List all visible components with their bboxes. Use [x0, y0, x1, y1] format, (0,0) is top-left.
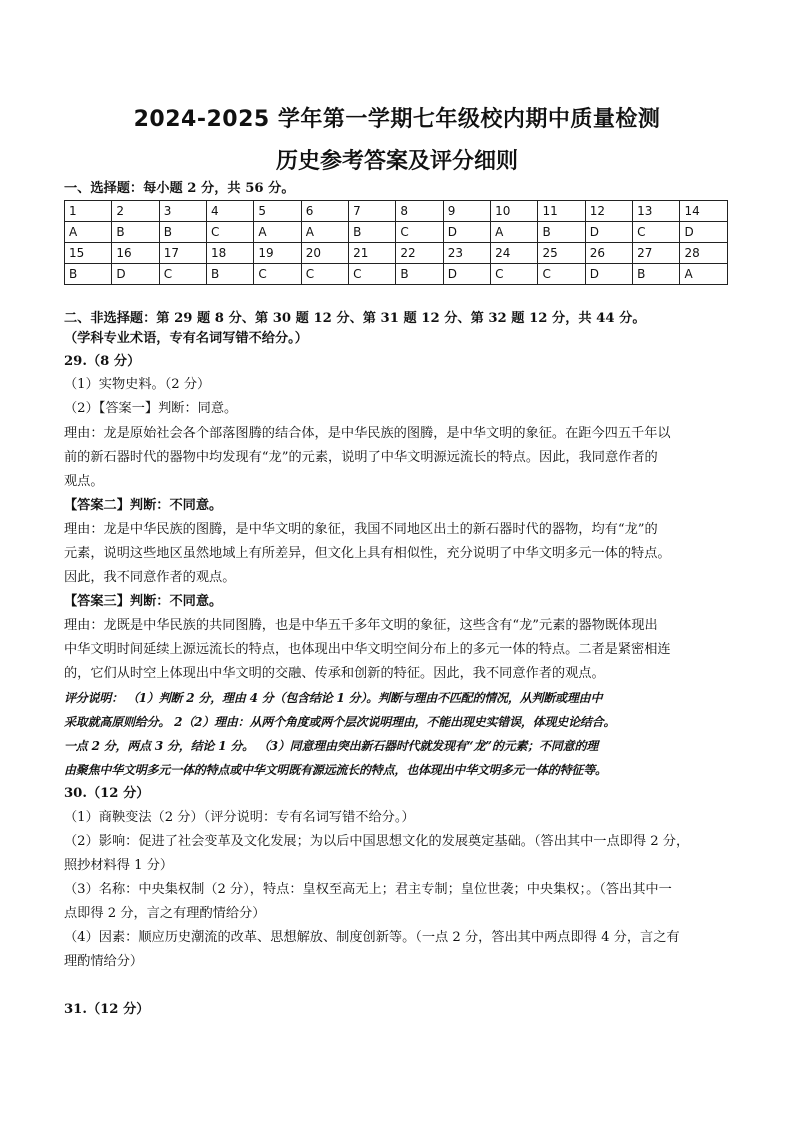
q29-answer1-text: 前的新石器时代的器物中均发现有“龙”的元素，说明了中华文明源远流长的特点。因此，我同意作者的: [64, 450, 658, 465]
question-number-cell: 26: [585, 243, 632, 264]
question-number-cell: 27: [633, 243, 680, 264]
question-number-cell: 5: [254, 201, 301, 222]
answer-cell: A: [301, 222, 348, 243]
q29-answer3-heading: 【答案三】判断：不同意。: [64, 594, 223, 609]
answer-cell: C: [159, 264, 206, 285]
question-number-cell: 17: [159, 243, 206, 264]
question-number-cell: 19: [254, 243, 301, 264]
answer-cell: B: [112, 222, 159, 243]
question-number-row: [65, 201, 728, 222]
answer-cell: A: [65, 222, 112, 243]
question-number-cell: 6: [301, 201, 348, 222]
question-number-cell: 25: [538, 243, 585, 264]
answer-cell: D: [585, 222, 632, 243]
question-number-cell: 28: [680, 243, 728, 264]
answer-cell: D: [680, 222, 728, 243]
question-number-cell: 23: [443, 243, 490, 264]
question-number-cell: 1: [65, 201, 112, 222]
question-number-cell: 12: [585, 201, 632, 222]
question-number-row: [65, 243, 728, 264]
question-number-cell: 11: [538, 201, 585, 222]
answer-cell: C: [491, 264, 538, 285]
question-number-cell: 7: [349, 201, 396, 222]
answer-cell: A: [491, 222, 538, 243]
q30-heading: 30.（12 分）: [64, 786, 150, 801]
answer-cell: A: [254, 222, 301, 243]
answer-cell: D: [112, 264, 159, 285]
section1-heading: 一、选择题：每小题 2 分，共 56 分。: [64, 181, 295, 196]
answer-cell: D: [585, 264, 632, 285]
question-number-cell: 24: [491, 243, 538, 264]
answer-cell: D: [443, 264, 490, 285]
section2-heading: 二、非选择题：第 29 题 8 分、第 30 题 12 分、第 31 题 12 分、第 32 题 12 分，共 44 分。: [64, 311, 646, 326]
answer-cell: B: [538, 222, 585, 243]
question-number-cell: 14: [680, 201, 728, 222]
q29-part2: （2）【答案一】判断：同意。: [64, 401, 238, 416]
answer-cell: C: [349, 264, 396, 285]
answer-cell: B: [159, 222, 206, 243]
answer-cell: D: [443, 222, 490, 243]
q29-answer2-text: 因此，我不同意作者的观点。: [64, 570, 236, 585]
q30-part2: （2）影响：促进了社会变革及文化发展；为以后中国思想文化的发展奠定基础。（答出其中一点即得 2 分，: [64, 834, 690, 849]
question-number-cell: 20: [301, 243, 348, 264]
answer-cell: C: [254, 264, 301, 285]
q29-part1: （1）实物史料。（2 分）: [64, 377, 211, 392]
q29-scoring-note: 由聚焦中华文明多元一体的特点或中华文明既有源远流长的特点，也体现出中华文明多元一体的特征等。: [64, 763, 607, 777]
answer-cell: C: [207, 222, 254, 243]
q29-answer2-heading: 【答案二】判断：不同意。: [64, 498, 223, 513]
answer-cell: C: [301, 264, 348, 285]
q29-scoring-note: 一点 2 分，两点 3 分，结论 1 分。 （3）同意理由突出新石器时代就发现有“龙”的元素；不同意的理: [64, 739, 599, 753]
question-number-cell: 18: [207, 243, 254, 264]
question-number-cell: 15: [65, 243, 112, 264]
q30-part3: 点即得 2 分，言之有理酌情给分）: [64, 906, 266, 921]
q29-answer2-text: 元素，说明这些地区虽然地域上有所差异，但文化上具有相似性，充分说明了中华文明多元一体的特点。: [64, 546, 671, 561]
q29-scoring-note: 评分说明： （1）判断 2 分，理由 4 分（包含结论 1 分）。判断与理由不匹配的情况，从判断或理由中: [64, 691, 603, 705]
q30-part1: （1）商鞅变法（2 分）（评分说明：专有名词写错不给分。）: [64, 810, 415, 825]
question-number-cell: 8: [396, 201, 443, 222]
answer-cell: C: [538, 264, 585, 285]
q29-answer3-text: 中华文明时间延续上源远流长的特点，也体现出中华文明空间分布上的多元一体的特点。二者是紧密相连: [64, 642, 671, 657]
document-subtitle: 历史参考答案及评分细则: [275, 149, 518, 174]
q30-part3: （3）名称：中央集权制（2 分），特点：皇权至高无上；君主专制；皇位世袭；中央集权；。（答出其中一: [64, 882, 672, 897]
question-number-cell: 3: [159, 201, 206, 222]
q29-answer3-text: 理由：龙既是中华民族的共同图腾，也是中华五千多年文明的象征，这些含有“龙”元素的器物既体现出: [64, 618, 658, 633]
question-number-cell: 21: [349, 243, 396, 264]
q30-part4: 理酌情给分）: [64, 954, 144, 969]
q29-heading: 29.（8 分）: [64, 354, 141, 369]
question-number-cell: 4: [207, 201, 254, 222]
q29-answer1-text: 理由：龙是原始社会各个部落图腾的结合体，是中华民族的图腾，是中华文明的象征。在距今四五千年以: [64, 426, 671, 441]
section2-note: （学科专业术语，专有名词写错不给分。）: [64, 331, 308, 346]
answer-cell: C: [396, 222, 443, 243]
question-number-cell: 10: [491, 201, 538, 222]
answer-cell: B: [396, 264, 443, 285]
answer-cell: A: [680, 264, 728, 285]
question-number-cell: 22: [396, 243, 443, 264]
question-number-cell: 16: [112, 243, 159, 264]
question-number-cell: 9: [443, 201, 490, 222]
answer-cell: C: [633, 222, 680, 243]
q29-answer3-text: 的，它们从时空上体现出中华文明的交融、传承和创新的特征。因此，我不同意作者的观点。: [64, 666, 605, 681]
answer-cell: B: [349, 222, 396, 243]
q29-answer1-text: 观点。: [64, 474, 104, 489]
answer-row: [65, 222, 728, 243]
q30-part2: 照抄材料得 1 分）: [64, 858, 174, 873]
q30-part4: （4）因素：顺应历史潮流的改革、思想解放、制度创新等。（一点 2 分，答出其中两点即得 4 分，言之有: [64, 930, 680, 945]
answer-cell: B: [65, 264, 112, 285]
answer-row: [65, 264, 728, 285]
answer-cell: B: [633, 264, 680, 285]
multiple-choice-answer-table: [64, 200, 728, 285]
answer-cell: B: [207, 264, 254, 285]
question-number-cell: 2: [112, 201, 159, 222]
document-title: 2024-2025 学年第一学期七年级校内期中质量检测: [133, 107, 661, 132]
question-number-cell: 13: [633, 201, 680, 222]
q29-scoring-note: 采取就高原则给分。 2（2）理由：从两个角度或两个层次说明理由，不能出现史实错误，体现史论结合。: [64, 715, 616, 729]
q29-answer2-text: 理由：龙是中华民族的图腾，是中华文明的象征，我国不同地区出土的新石器时代的器物，均有“龙”的: [64, 522, 658, 537]
q31-heading: 31.（12 分）: [64, 1002, 150, 1017]
